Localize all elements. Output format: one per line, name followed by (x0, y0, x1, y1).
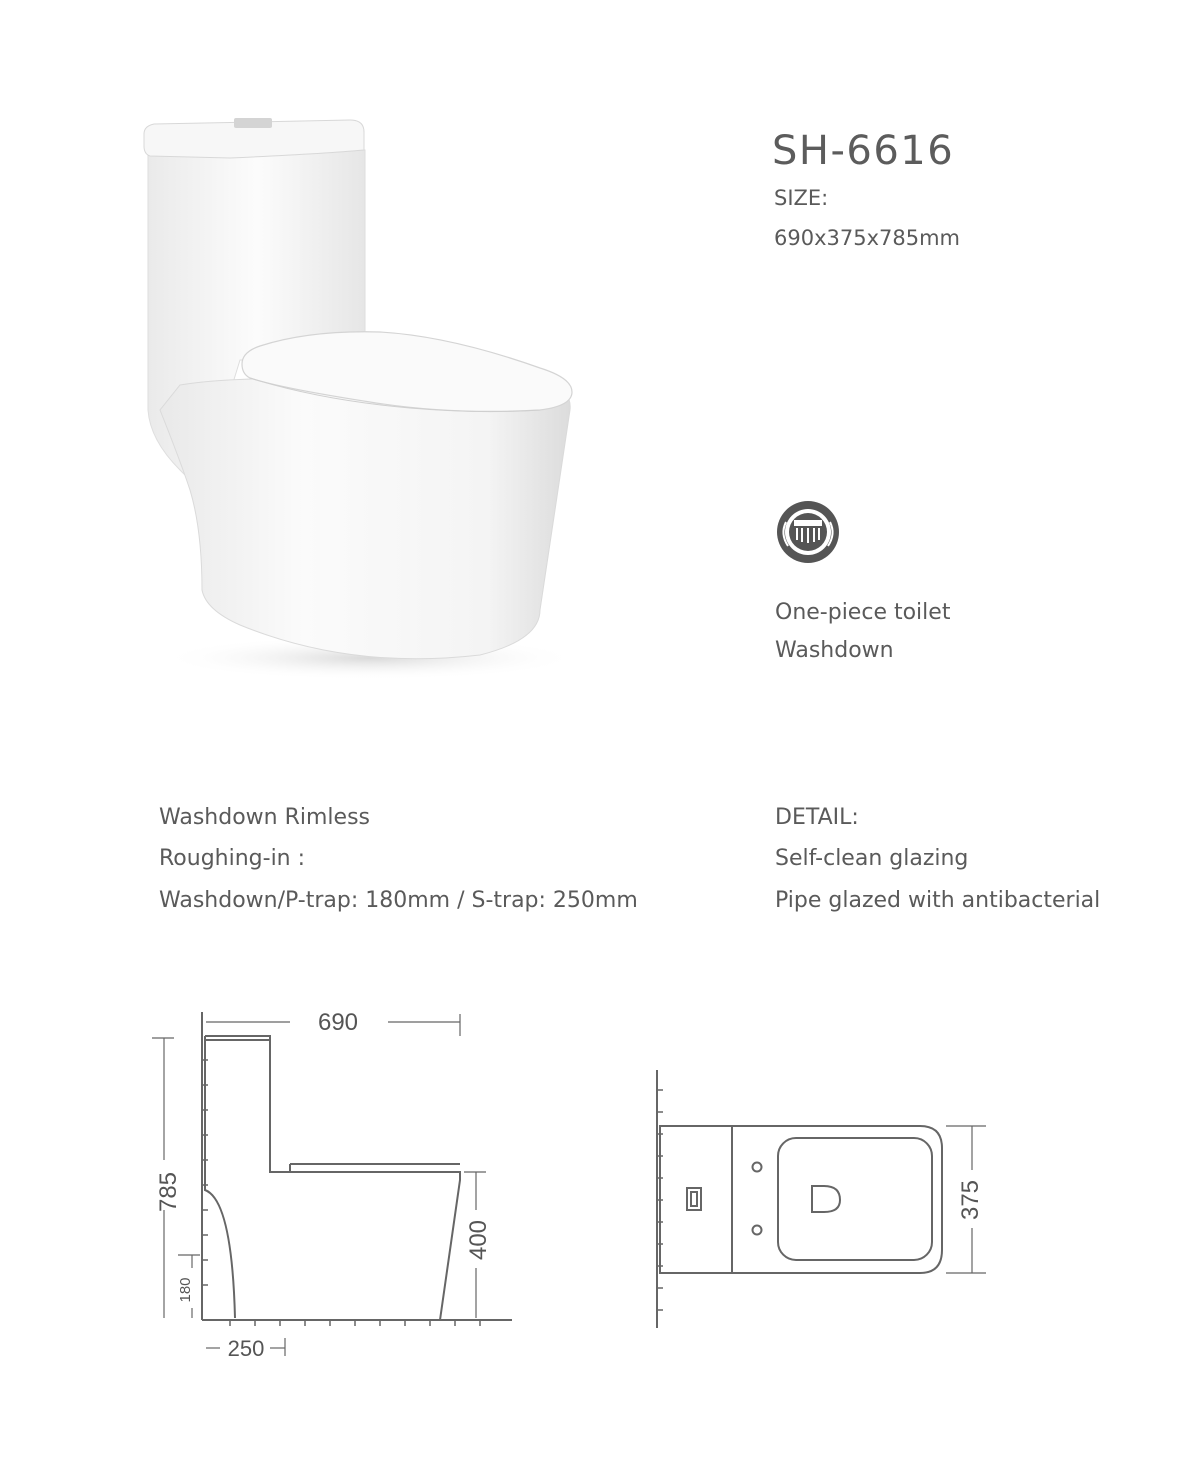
dim-p-trap: 180 (177, 1277, 194, 1303)
dim-width: 690 (317, 1009, 359, 1036)
detail-antibacterial: Pipe glazed with antibacterial (775, 888, 1101, 913)
size-value: 690x375x785mm (774, 226, 961, 250)
feature-washdown: Washdown (775, 638, 894, 663)
detail-glazing: Self-clean glazing (775, 846, 969, 871)
product-photo (120, 110, 600, 700)
dim-height: 785 (155, 1171, 182, 1213)
top-view-drawing (640, 1060, 1000, 1340)
spec-roughing-label: Roughing-in : (159, 846, 306, 871)
washdown-flush-icon (774, 500, 842, 564)
dim-seat-height: 400 (465, 1219, 492, 1261)
size-label: SIZE: (774, 186, 829, 210)
spec-rimless: Washdown Rimless (159, 805, 370, 830)
detail-title: DETAIL: (775, 805, 859, 830)
feature-one-piece: One-piece toilet (775, 600, 951, 625)
model-number: SH-6616 (772, 128, 955, 174)
dim-depth: 375 (957, 1179, 984, 1221)
spec-roughing-values: Washdown/P-trap: 180mm / S-trap: 250mm (159, 888, 638, 913)
side-view-drawing (140, 1000, 520, 1370)
dim-s-trap: 250 (227, 1336, 265, 1361)
